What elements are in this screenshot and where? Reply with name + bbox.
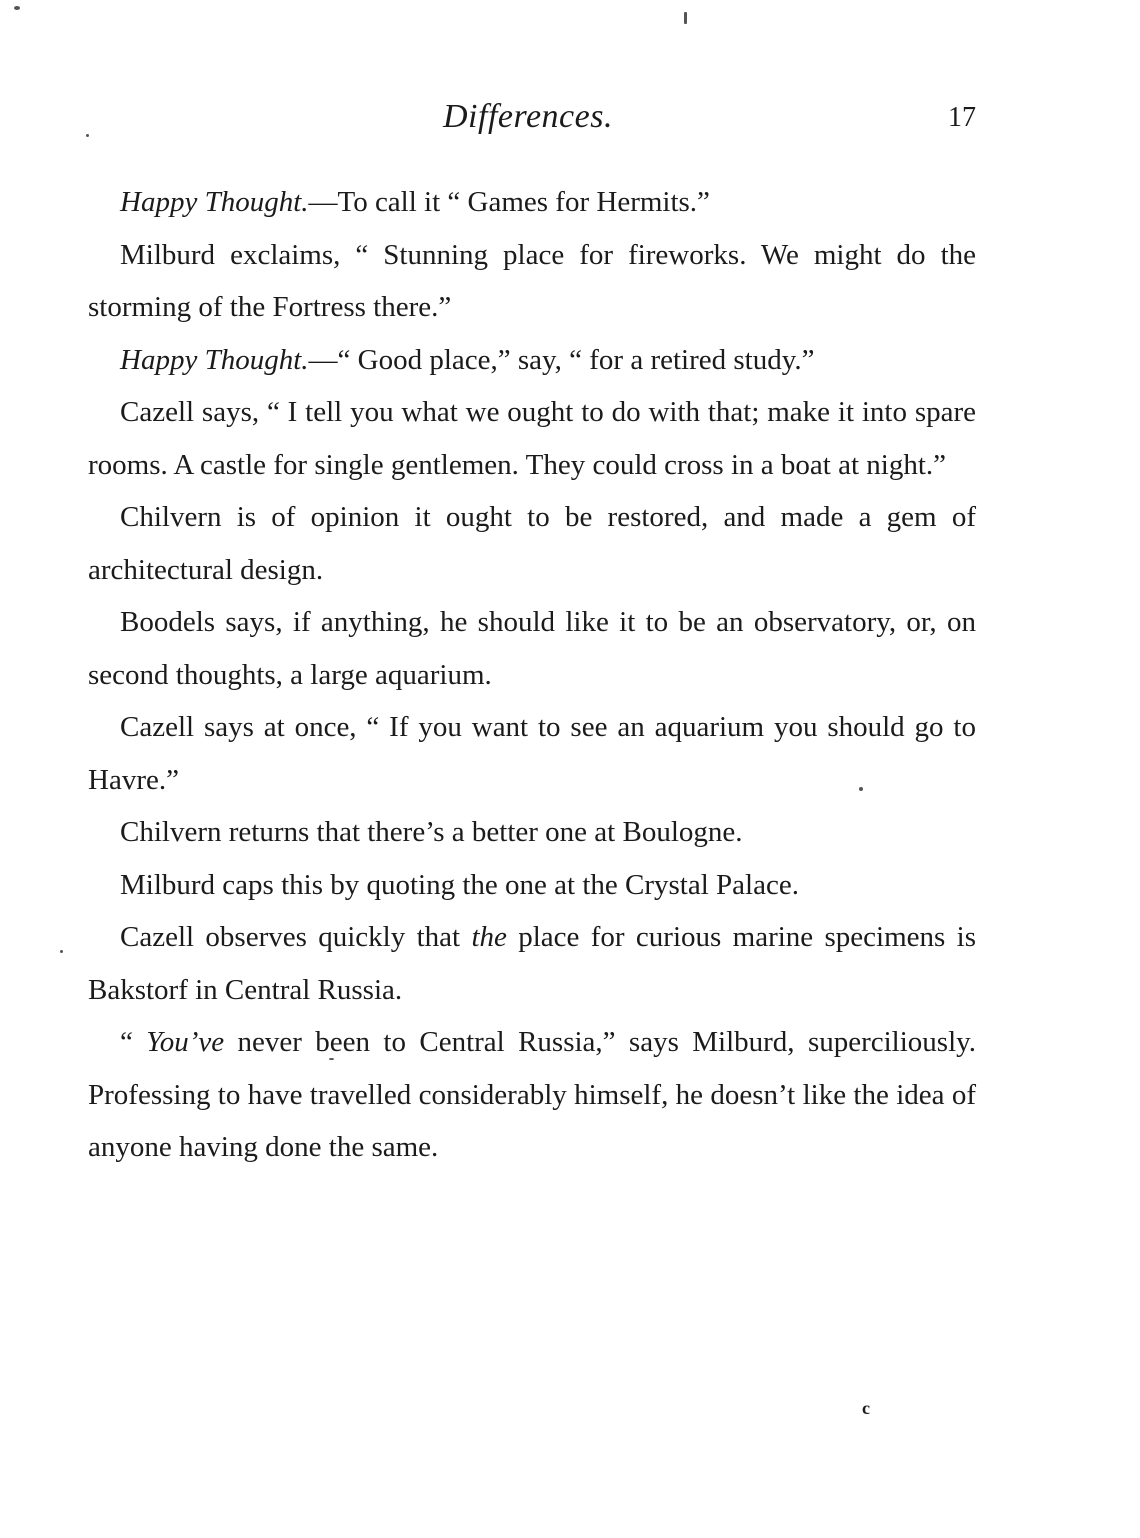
paragraph-text: “ xyxy=(120,1026,147,1058)
paragraph-happy-thought-study xyxy=(88,334,976,387)
scan-speck xyxy=(60,950,63,953)
scan-speck xyxy=(329,1058,334,1060)
paragraph-milburd-russia xyxy=(88,1016,976,1174)
paragraph-text: never been to Central Russia,” says Milburd, superciliously. Professing to have travelled considerably himself, he doesn’t like the idea of anyone having done the same. xyxy=(88,1026,977,1163)
scan-speck xyxy=(86,134,89,137)
paragraph-boodels-observatory: Boodels says, if anything, he should like it to be an observatory, or, on second thoughts, a large aquarium. xyxy=(88,606,976,691)
paragraph-milburd-crystal-palace: Milburd caps this by quoting the one at the Crystal Palace. xyxy=(120,868,799,901)
scan-speck xyxy=(859,787,863,791)
scan-speck xyxy=(684,12,687,24)
paragraph-chilvern-boulogne: Chilvern returns that there’s a better one at Boulogne. xyxy=(120,816,743,848)
italic-word: You’ve xyxy=(146,1026,225,1058)
italic-lead: Happy Thought. xyxy=(120,343,309,376)
running-head xyxy=(0,98,1140,142)
italic-lead: Happy Thought. xyxy=(120,186,309,218)
body-text xyxy=(88,176,976,1174)
paragraph-milburd-fireworks: Milburd exclaims, “ Stunning place for fireworks. We might do the storming of the Fortress there.” xyxy=(88,238,976,323)
page-number: 17 xyxy=(948,102,976,133)
italic-word: the xyxy=(471,921,507,953)
paragraph-cazell-havre: Cazell says at once, “ If you want to see an aquarium you should go to Havre.” xyxy=(88,711,976,796)
paragraph-chilvern-restored: Chilvern is of opinion it ought to be restored, and made a gem of architectural design. xyxy=(88,501,976,586)
paragraph-text: Cazell observes quickly that xyxy=(120,921,472,953)
signature-mark: c xyxy=(862,1398,870,1418)
paragraph-text: —“ Good place,” say, “ for a retired study.” xyxy=(308,343,815,376)
paragraph-text: —To call it “ Games for Hermits.” xyxy=(308,186,710,218)
paragraph-cazell-spare-rooms: Cazell says, “ I tell you what we ought to do with that; make it into spare rooms. A castle for single gentlemen. They could cross in a boat at night.” xyxy=(88,396,976,481)
scan-speck xyxy=(14,6,20,10)
paragraph-text: place for curious marine specimens is Bakstorf in Central Russia. xyxy=(88,921,977,1006)
paragraph-cazell-bakstorf xyxy=(88,911,976,1016)
chapter-running-title: Differences. xyxy=(443,98,613,135)
paragraph-happy-thought-hermits xyxy=(88,176,976,229)
